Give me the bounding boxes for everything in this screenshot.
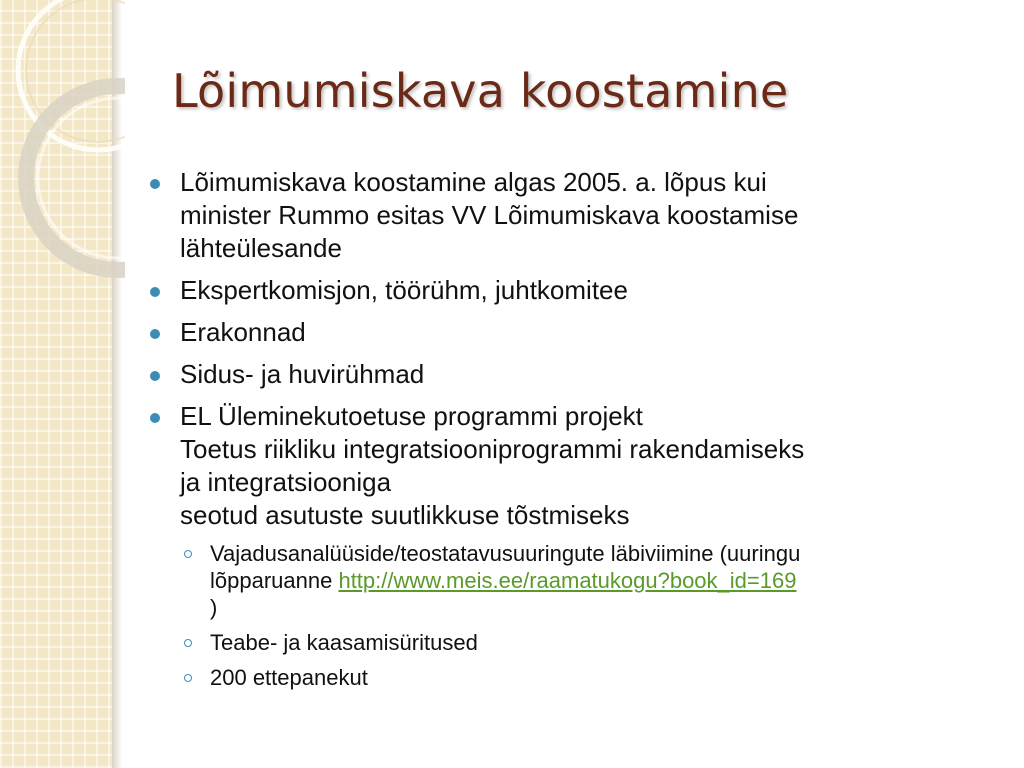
bullet-ring-icon — [184, 550, 192, 558]
bullet-dot-icon — [150, 413, 160, 423]
bullet-text-line: lähteülesande — [180, 233, 342, 263]
sub-bullet-item — [180, 629, 980, 656]
sub-bullet-text-line: ) — [210, 595, 218, 620]
slide-title: Lõimumiskava koostamine — [172, 64, 789, 118]
bullet-item — [150, 400, 980, 691]
sub-bullet-text-line: Teabe- ja kaasamisüritused — [210, 630, 478, 655]
bullet-text-line: seotud asutuste suutlikkuse tõstmiseks — [180, 500, 630, 530]
bullet-dot-icon — [150, 371, 160, 381]
bullet-text-line: Ekspertkomisjon, töörühm, juhtkomitee — [180, 275, 628, 305]
bullet-dot-icon — [150, 287, 160, 297]
bullet-item — [150, 316, 980, 349]
sub-bullet-text-prefix: lõpparuanne — [210, 568, 339, 593]
bullet-item — [150, 358, 980, 391]
report-link[interactable]: http://www.meis.ee/raamatukogu?book_id=169 — [338, 568, 797, 593]
bullet-text-line: Erakonnad — [180, 317, 306, 347]
bullet-text-line: minister Rummo esitas VV Lõimumiskava koostamise — [180, 200, 799, 230]
bullet-ring-icon — [184, 639, 192, 647]
sub-bullet-list — [180, 540, 980, 691]
decorative-rings-icon — [0, 0, 125, 768]
slide-content — [150, 166, 980, 700]
sub-bullet-text-line — [210, 567, 980, 594]
bullet-dot-icon — [150, 329, 160, 339]
bullet-item — [150, 274, 980, 307]
bullet-item — [150, 166, 980, 265]
bullet-text-line: EL Üleminekutoetuse programmi projekt — [180, 401, 643, 431]
bullet-text-line: Toetus riikliku integratsiooniprogrammi rakendamiseks — [180, 434, 805, 464]
bullet-ring-icon — [184, 674, 192, 682]
bullet-text-line: Sidus- ja huvirühmad — [180, 359, 425, 389]
sub-bullet-item — [180, 664, 980, 691]
bullet-text-line: ja integratsiooniga — [180, 467, 392, 497]
sub-bullet-text-line: 200 ettepanekut — [210, 665, 368, 690]
sub-bullet-item — [180, 540, 980, 621]
bullet-list — [150, 166, 980, 691]
bullet-dot-icon — [150, 179, 160, 189]
sub-bullet-text-line: Vajadusanalüüside/teostatavusuuringute läbiviimine (uuringu — [210, 541, 801, 566]
bullet-text-line: Lõimumiskava koostamine algas 2005. a. lõpus kui — [180, 167, 767, 197]
